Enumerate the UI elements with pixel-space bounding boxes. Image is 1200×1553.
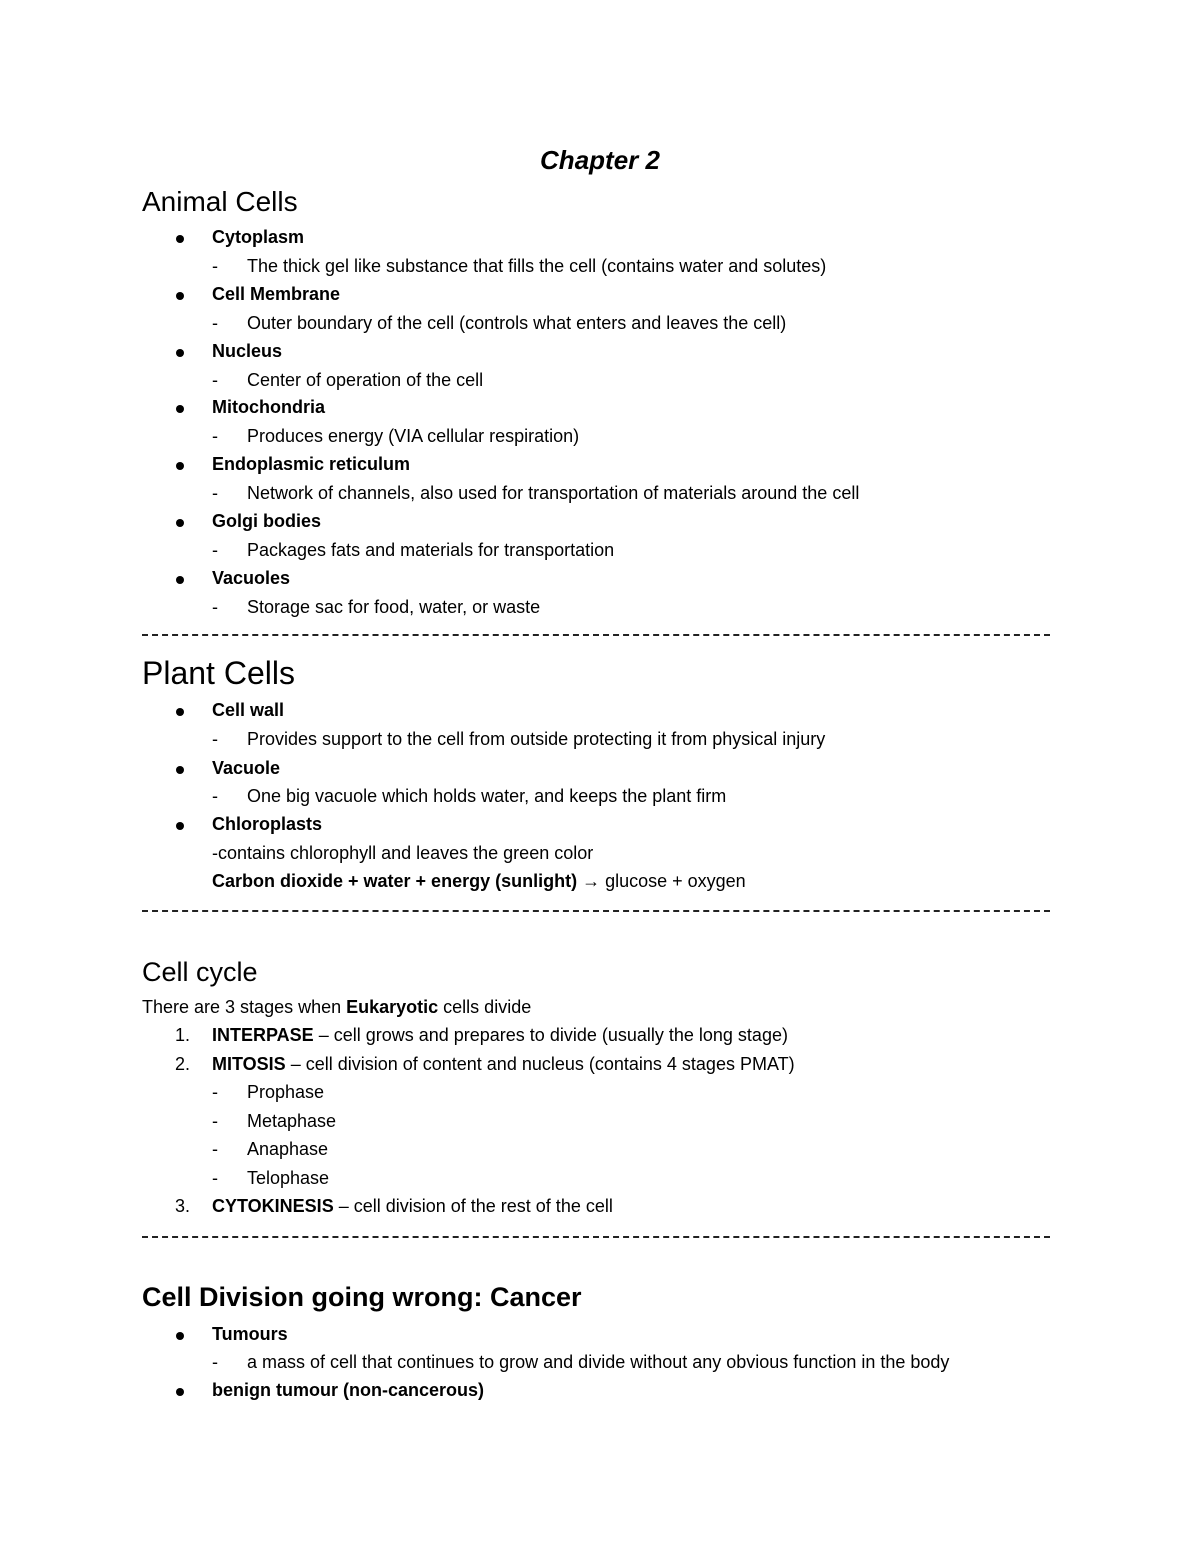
- dash-marker: -: [212, 1168, 218, 1188]
- bullet-icon: [176, 349, 184, 357]
- animal-item-desc: Packages fats and materials for transportation: [247, 540, 615, 560]
- photosynthesis-equation: [212, 871, 746, 892]
- cancer-item-term: benign tumour (non-cancerous): [212, 1380, 484, 1400]
- section-divider: [142, 1236, 1050, 1238]
- animal-item-term: Golgi bodies: [212, 511, 322, 531]
- section-divider: [142, 634, 1050, 636]
- equation-products: glucose + oxygen: [605, 871, 746, 891]
- stage-name: INTERPASE: [212, 1025, 314, 1045]
- bullet-icon: [176, 235, 184, 243]
- animal-item-term: Mitochondria: [212, 397, 325, 417]
- stage-number: 1.: [175, 1025, 191, 1045]
- intro-text: There are 3 stages when: [142, 997, 347, 1017]
- section-divider: [142, 910, 1050, 912]
- cancer-item-term: Tumours: [212, 1324, 288, 1344]
- intro-bold: Eukaryotic: [346, 997, 439, 1017]
- dash-marker: -: [212, 1082, 218, 1102]
- stage-line: [212, 1054, 795, 1075]
- cancer-heading: Cell Division going wrong: Cancer: [142, 1282, 582, 1312]
- bullet-icon: [176, 1332, 184, 1340]
- cell-cycle-heading: Cell cycle: [142, 957, 258, 987]
- animal-item-desc: Produces energy (VIA cellular respiration): [247, 426, 580, 446]
- animal-item-term: Endoplasmic reticulum: [212, 454, 411, 474]
- stage-line: [212, 1025, 788, 1046]
- stage-desc: – cell division of content and nucleus (contains 4 stages PMAT): [285, 1054, 795, 1074]
- dash-marker: -: [212, 313, 218, 333]
- mitosis-phase: Metaphase: [247, 1111, 337, 1131]
- stage-name: MITOSIS: [212, 1054, 286, 1074]
- bullet-icon: [176, 708, 184, 716]
- dash-marker: -: [212, 426, 218, 446]
- dash-marker: -: [212, 1111, 218, 1131]
- equation-reactants: Carbon dioxide + water + energy (sunlight): [212, 871, 578, 891]
- dash-marker: -: [212, 370, 218, 390]
- chapter-title: Chapter 2: [540, 145, 660, 175]
- stage-desc: – cell division of the rest of the cell: [333, 1196, 613, 1216]
- plant-item-term: Vacuole: [212, 758, 281, 778]
- arrow-right-icon: →: [582, 871, 601, 891]
- animal-item-desc: Center of operation of the cell: [247, 370, 484, 390]
- plant-cells-heading: Plant Cells: [142, 655, 295, 691]
- animal-item-desc: The thick gel like substance that fills the cell (contains water and solutes): [247, 256, 827, 276]
- bullet-icon: [176, 462, 184, 470]
- plant-item-desc: One big vacuole which holds water, and keeps the plant firm: [247, 786, 727, 806]
- animal-item-term: Cell Membrane: [212, 284, 341, 304]
- mitosis-phase: Telophase: [247, 1168, 330, 1188]
- bullet-icon: [176, 405, 184, 413]
- dash-marker: -: [212, 483, 218, 503]
- bullet-icon: [176, 1388, 184, 1396]
- bullet-icon: [176, 576, 184, 584]
- dash-marker: -: [212, 540, 218, 560]
- mitosis-phase: Prophase: [247, 1082, 325, 1102]
- animal-item-desc: Storage sac for food, water, or waste: [247, 597, 541, 617]
- dash-marker: -: [212, 256, 218, 276]
- plant-item-term: Chloroplasts: [212, 814, 323, 834]
- dash-marker: -: [212, 597, 218, 617]
- intro-text: cells divide: [438, 997, 532, 1017]
- dash-marker: -: [212, 729, 218, 749]
- animal-item-term: Cytoplasm: [212, 227, 305, 247]
- stage-number: 2.: [175, 1054, 191, 1074]
- stage-desc: – cell grows and prepares to divide (usually the long stage): [313, 1025, 788, 1045]
- dash-marker: -: [212, 786, 218, 806]
- bullet-icon: [176, 822, 184, 830]
- dash-marker: -: [212, 1139, 218, 1159]
- plant-item-desc: Provides support to the cell from outside protecting it from physical injury: [247, 729, 826, 749]
- dash-marker: -: [212, 1352, 218, 1372]
- plant-item-term: Cell wall: [212, 700, 285, 720]
- bullet-icon: [176, 519, 184, 527]
- animal-item-desc: Network of channels, also used for transportation of materials around the cell: [247, 483, 860, 503]
- animal-item-term: Nucleus: [212, 341, 283, 361]
- animal-item-desc: Outer boundary of the cell (controls what enters and leaves the cell): [247, 313, 787, 333]
- animal-cells-heading: Animal Cells: [142, 186, 298, 217]
- cell-cycle-intro: [142, 997, 531, 1018]
- stage-number: 3.: [175, 1196, 191, 1216]
- bullet-icon: [176, 292, 184, 300]
- mitosis-phase: Anaphase: [247, 1139, 329, 1159]
- stage-line: [212, 1196, 613, 1217]
- plant-item-desc: -contains chlorophyll and leaves the green color: [212, 843, 594, 863]
- stage-name: CYTOKINESIS: [212, 1196, 334, 1216]
- animal-item-term: Vacuoles: [212, 568, 291, 588]
- cancer-item-desc: a mass of cell that continues to grow and divide without any obvious function in the body: [247, 1352, 950, 1372]
- bullet-icon: [176, 766, 184, 774]
